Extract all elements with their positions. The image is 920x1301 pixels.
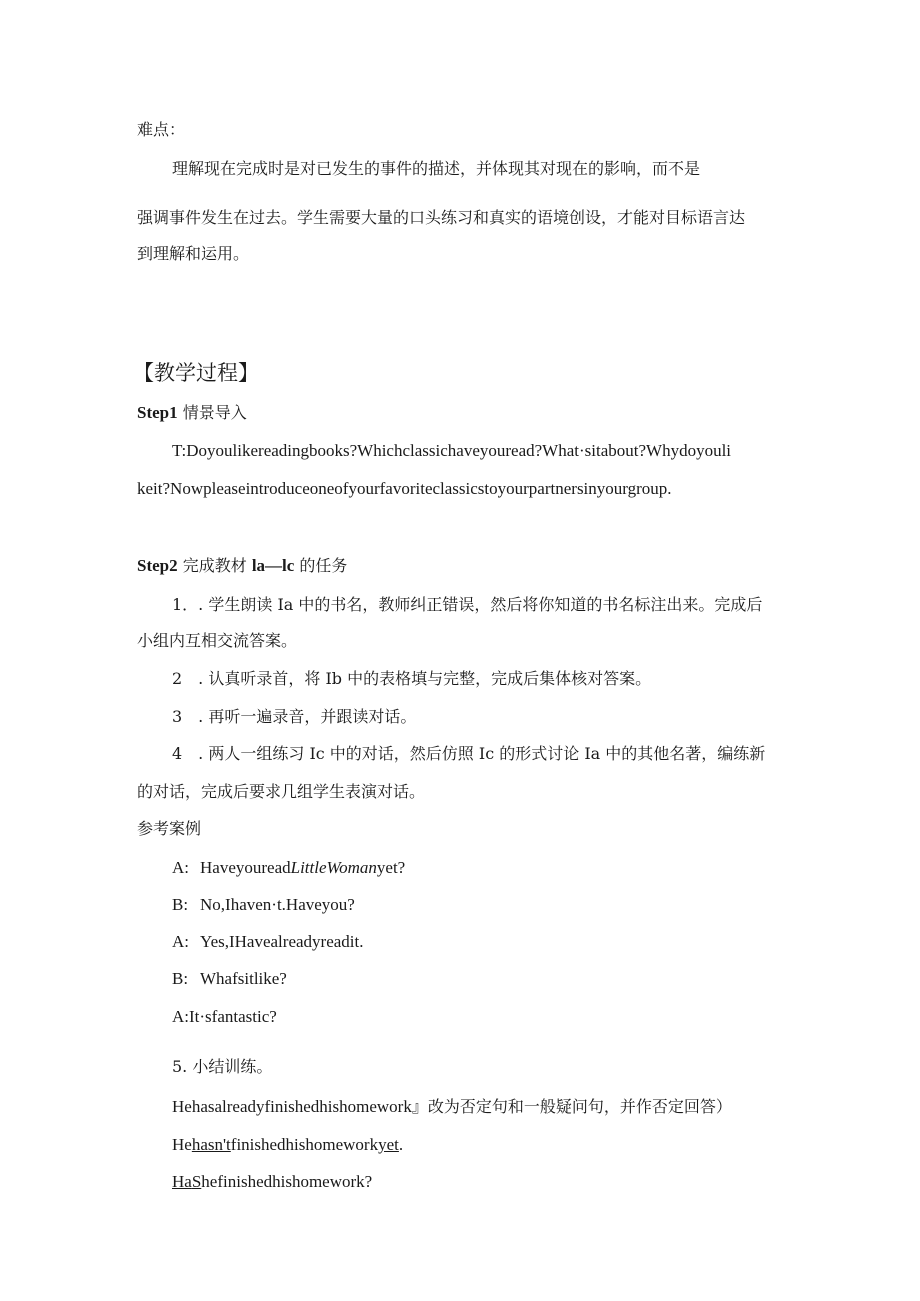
step2-item-2: 2 . 认真听录首，将 Ib 中的表格填与完整，完成后集体核对答案。	[172, 669, 652, 688]
book-title: LittleWoman	[290, 858, 377, 877]
dialog-text: It·sfantastic?	[189, 1007, 277, 1026]
answer-blank: hasn't	[191, 1135, 231, 1154]
text-segment: finishedhishomework	[230, 1135, 379, 1154]
step2-title-pre: 完成教材	[182, 556, 247, 575]
summary-task-instruction: 』改为否定句和一般疑问句，并作否定回答）	[411, 1097, 732, 1116]
dialog-speaker: A:	[172, 1007, 189, 1026]
dialog-text: Whafsitlike?	[200, 969, 287, 988]
dialog-speaker: B:	[172, 969, 189, 988]
dialog-speaker: A:	[172, 932, 189, 951]
step1-tag: Step1	[137, 403, 178, 422]
step2-item-4-line-2: 的对话，完成后要求几组学生表演对话。	[137, 782, 426, 801]
text-segment: hefinishedhishomework?	[201, 1172, 373, 1191]
dialog-text: Haveyouread	[200, 858, 291, 877]
summary-title: 5. 小结训练。	[172, 1057, 273, 1076]
step2-title-range: la—lc	[251, 556, 295, 575]
summary-task-sentence: Hehasalreadyfinishedhishomework	[172, 1097, 412, 1116]
answer-blank: Ha	[172, 1172, 192, 1191]
dialog-line-3	[172, 931, 363, 953]
difficulty-paragraph-line-3: 到理解和运用。	[137, 244, 250, 263]
step1-title: 情景导入	[182, 403, 247, 422]
step2-item-1-line-2: 小组内互相交流答案。	[137, 631, 298, 650]
step2-title-post: 的任务	[299, 556, 348, 575]
difficulty-paragraph-line-1: 理解现在完成时是对已发生的事件的描述，并体现其对现在的影响，而不是	[172, 159, 701, 178]
teaching-process-heading: 【教学过程】	[133, 361, 259, 385]
example-title: 参考案例	[137, 819, 202, 838]
dialog-line-5	[172, 1006, 277, 1028]
dialog-text: Yes,IHavealreadyreadit.	[200, 932, 364, 951]
dialog-speaker: A:	[172, 858, 189, 877]
negative-sentence	[172, 1134, 403, 1156]
text-segment: .	[398, 1135, 404, 1154]
dialog-line-4	[172, 968, 287, 990]
dialog-text: No,Ihaven·t.Haveyou?	[200, 895, 355, 914]
summary-task	[172, 1096, 732, 1118]
step2-item-3: 3 . 再听一遍录音，并跟读对话。	[172, 707, 417, 726]
answer-blank: yet	[378, 1135, 399, 1154]
step2-tag: Step2	[137, 556, 178, 575]
text-segment: He	[172, 1135, 192, 1154]
difficulty-label: 难点：	[137, 120, 186, 139]
dialog-text: yet?	[376, 858, 406, 877]
step1-line-2: keit?Nowpleaseintroduceoneofyourfavoriteclassicstoyourpartnersinyourgroup.	[137, 479, 672, 498]
step1-heading	[137, 402, 247, 424]
dialog-speaker: B:	[172, 895, 189, 914]
step2-heading	[137, 555, 347, 577]
dialog-line-2	[172, 894, 355, 916]
step2-item-1-line-1: 1．. 学生朗读 Ia 中的书名，教师纠正错误，然后将你知道的书名标注出来。完成后	[172, 595, 763, 614]
question-sentence	[172, 1171, 372, 1193]
answer-blank: S	[191, 1172, 202, 1191]
step2-item-4-line-1: 4 . 两人一组练习 Ic 中的对话，然后仿照 Ic 的形式讨论 Ia 中的其他名著，编练新	[172, 744, 766, 763]
dialog-line-1	[172, 857, 405, 879]
step1-line-1: T:Doyoulikereadingbooks?Whichclassichaveyouread?What·sitabout?Whydoyouli	[172, 441, 732, 460]
difficulty-paragraph-line-2: 强调事件发生在过去。学生需要大量的口头练习和真实的语境创设，才能对目标语言达	[137, 208, 746, 227]
